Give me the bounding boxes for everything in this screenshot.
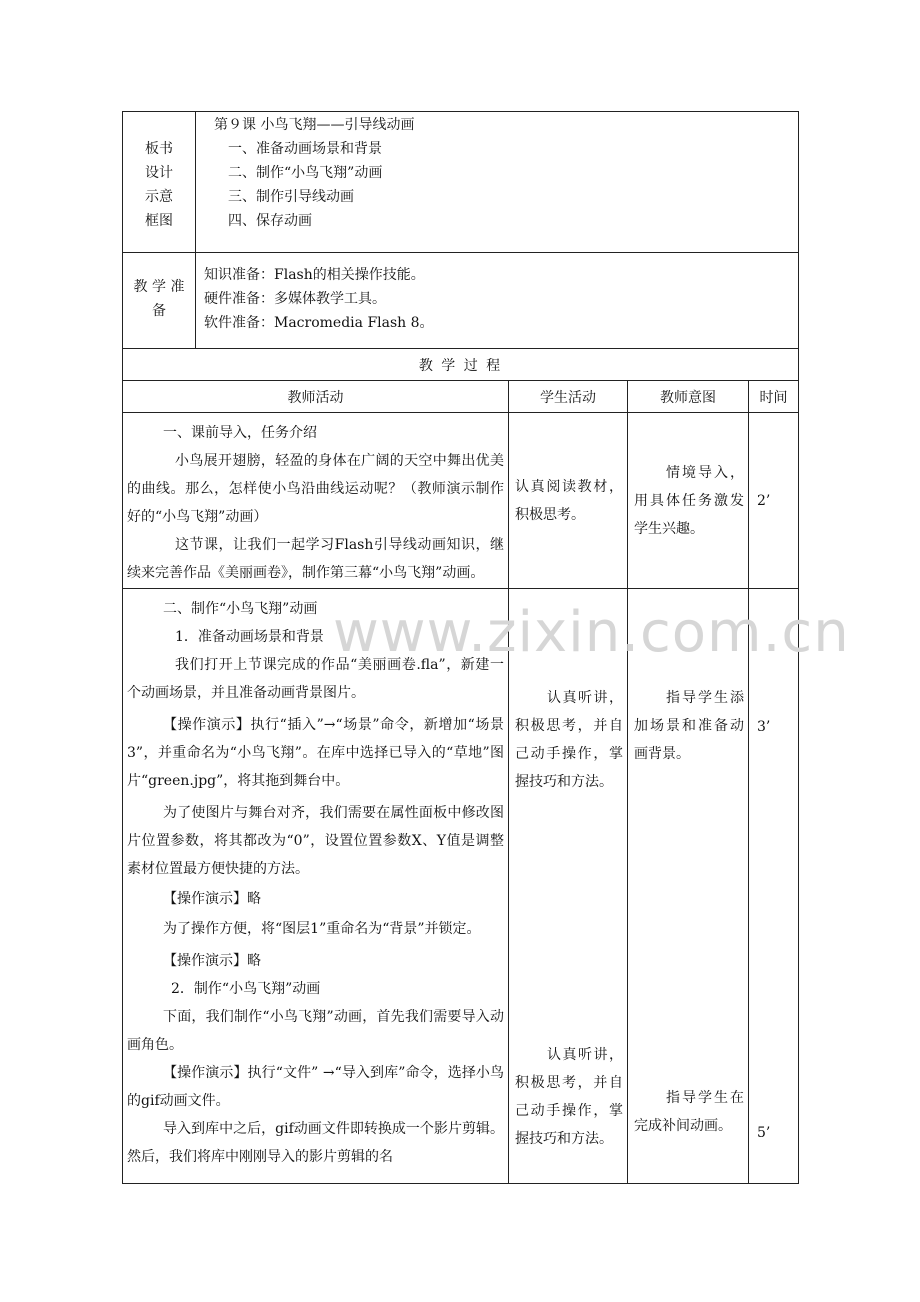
process-title-row	[123, 349, 799, 381]
operation-demo	[127, 711, 504, 795]
student-activity-text: 认真听讲，积极思考，并自己动手操作，掌握技巧和方法。	[515, 690, 623, 790]
operation-demo	[127, 947, 504, 975]
operation-tag: 【操作演示】	[163, 891, 247, 907]
header-intent: 教师意图	[628, 381, 749, 413]
lesson-plan-sheet	[122, 111, 798, 1184]
operation-text: 略	[247, 953, 261, 969]
activity-row-animation	[123, 589, 799, 1184]
time-value: 3’	[757, 719, 771, 735]
watermark: www.zixin.com.cn	[333, 600, 850, 665]
teacher-intent-text: 指导学生在完成补间动画。	[634, 1090, 744, 1134]
board-label-line: 板书	[145, 141, 173, 157]
subsection-heading: 1．准备动画场景和背景	[175, 629, 324, 645]
process-title: 教 学 过 程	[123, 349, 799, 381]
teacher-paragraph: 我们打开上节课完成的作品“美丽画卷.fla”，新建一个动画场景，并且准备动画背景图片。	[127, 657, 504, 701]
operation-demo	[127, 885, 504, 913]
teacher-paragraph: 下面，我们制作“小鸟飞翔”动画，首先我们需要导入动画角色。	[127, 1009, 504, 1053]
board-label-line: 示意	[145, 189, 173, 205]
board-label-line: 框图	[145, 213, 173, 229]
prep-label-line: 教 学 准	[133, 279, 185, 295]
time-value: 5’	[757, 1125, 771, 1141]
teacher-intent-text: 指导学生添加场景和准备动画背景。	[634, 690, 744, 762]
teacher-intent-text: 情境导入，用具体任务激发学生兴趣。	[634, 464, 744, 537]
prep-item: 知识准备：Flash的相关操作技能。	[204, 267, 425, 283]
teacher-paragraph: 这节课，让我们一起学习Flash引导线动画知识，继续来完善作品《美丽画卷》，制作第三幕“小鸟飞翔”动画。	[127, 537, 504, 581]
teacher-paragraph: 为了操作方便，将“图层1”重命名为“背景”并锁定。	[163, 921, 481, 937]
teacher-paragraph: 导入到库中之后，gif动画文件即转换成一个影片剪辑。然后，我们将库中刚刚导入的影片剪辑的名	[127, 1121, 504, 1165]
subsection-heading: 2．制作“小鸟飞翔”动画	[171, 981, 321, 997]
prep-item: 硬件准备：多媒体教学工具。	[204, 291, 386, 307]
activity-row-intro	[123, 413, 799, 589]
prep-label-line: 备	[152, 303, 166, 319]
operation-text: 略	[247, 891, 261, 907]
header-time: 时间	[749, 381, 799, 413]
board-item: 三、制作引导线动画	[228, 189, 354, 205]
section-heading: 二、制作“小鸟飞翔”动画	[163, 601, 318, 617]
operation-text: 执行“文件” →“导入到库”命令，选择小鸟的gif动画文件。	[127, 1065, 504, 1109]
header-teacher: 教师活动	[123, 381, 509, 413]
student-activity-text: 认真听讲，积极思考，并自己动手操作，掌握技巧和方法。	[515, 1047, 623, 1147]
board-label-line: 设计	[145, 165, 173, 181]
board-label-cell	[123, 112, 196, 253]
operation-tag: 【操作演示】	[163, 1065, 248, 1081]
lesson-plan-table	[122, 111, 799, 1184]
operation-demo	[127, 1059, 504, 1115]
operation-tag: 【操作演示】	[163, 717, 251, 733]
board-row	[123, 112, 799, 253]
teacher-paragraph: 小鸟展开翅膀，轻盈的身体在广阔的天空中舞出优美的曲线。那么，怎样使小鸟沿曲线运动呢？（教师演示制作好的“小鸟飞翔”动画）	[127, 453, 504, 525]
prep-item: 软件准备：Macromedia Flash 8。	[204, 315, 434, 331]
section-heading: 一、课前导入，任务介绍	[163, 425, 317, 441]
operation-text: 执行“插入”→“场景”命令，新增加“场景3”，并重命名为“小鸟飞翔”。在库中选择已导入的“草地”图片“green.jpg”，将其拖到舞台中。	[127, 717, 504, 789]
time-cell	[749, 589, 799, 1184]
prep-label-cell	[123, 253, 196, 349]
board-item: 四、保存动画	[228, 213, 312, 229]
operation-tag: 【操作演示】	[163, 953, 247, 969]
time-value: 2’	[757, 492, 771, 509]
student-activity-cell	[509, 589, 628, 1184]
board-item: 二、制作“小鸟飞翔”动画	[228, 165, 383, 181]
teacher-paragraph: 为了使图片与舞台对齐，我们需要在属性面板中修改图片位置参数，将其都改为“0”，设置位置参数X、Y值是调整素材位置最方便快捷的方法。	[127, 805, 504, 877]
teacher-activity-cell	[123, 589, 509, 1184]
student-activity-cell	[509, 413, 628, 589]
header-student: 学生活动	[509, 381, 628, 413]
teacher-intent-cell	[628, 589, 749, 1184]
header-row	[123, 381, 799, 413]
teacher-intent-cell	[628, 413, 749, 589]
time-cell	[749, 413, 799, 589]
prep-content-cell	[196, 253, 799, 349]
student-activity-text: 认真阅读教材，积极思考。	[515, 478, 623, 523]
teacher-activity-cell	[123, 413, 509, 589]
board-title: 第９课 小鸟飞翔——引导线动画	[214, 117, 415, 133]
prep-row	[123, 253, 799, 349]
board-item: 一、准备动画场景和背景	[228, 141, 382, 157]
board-content-cell	[196, 112, 799, 253]
